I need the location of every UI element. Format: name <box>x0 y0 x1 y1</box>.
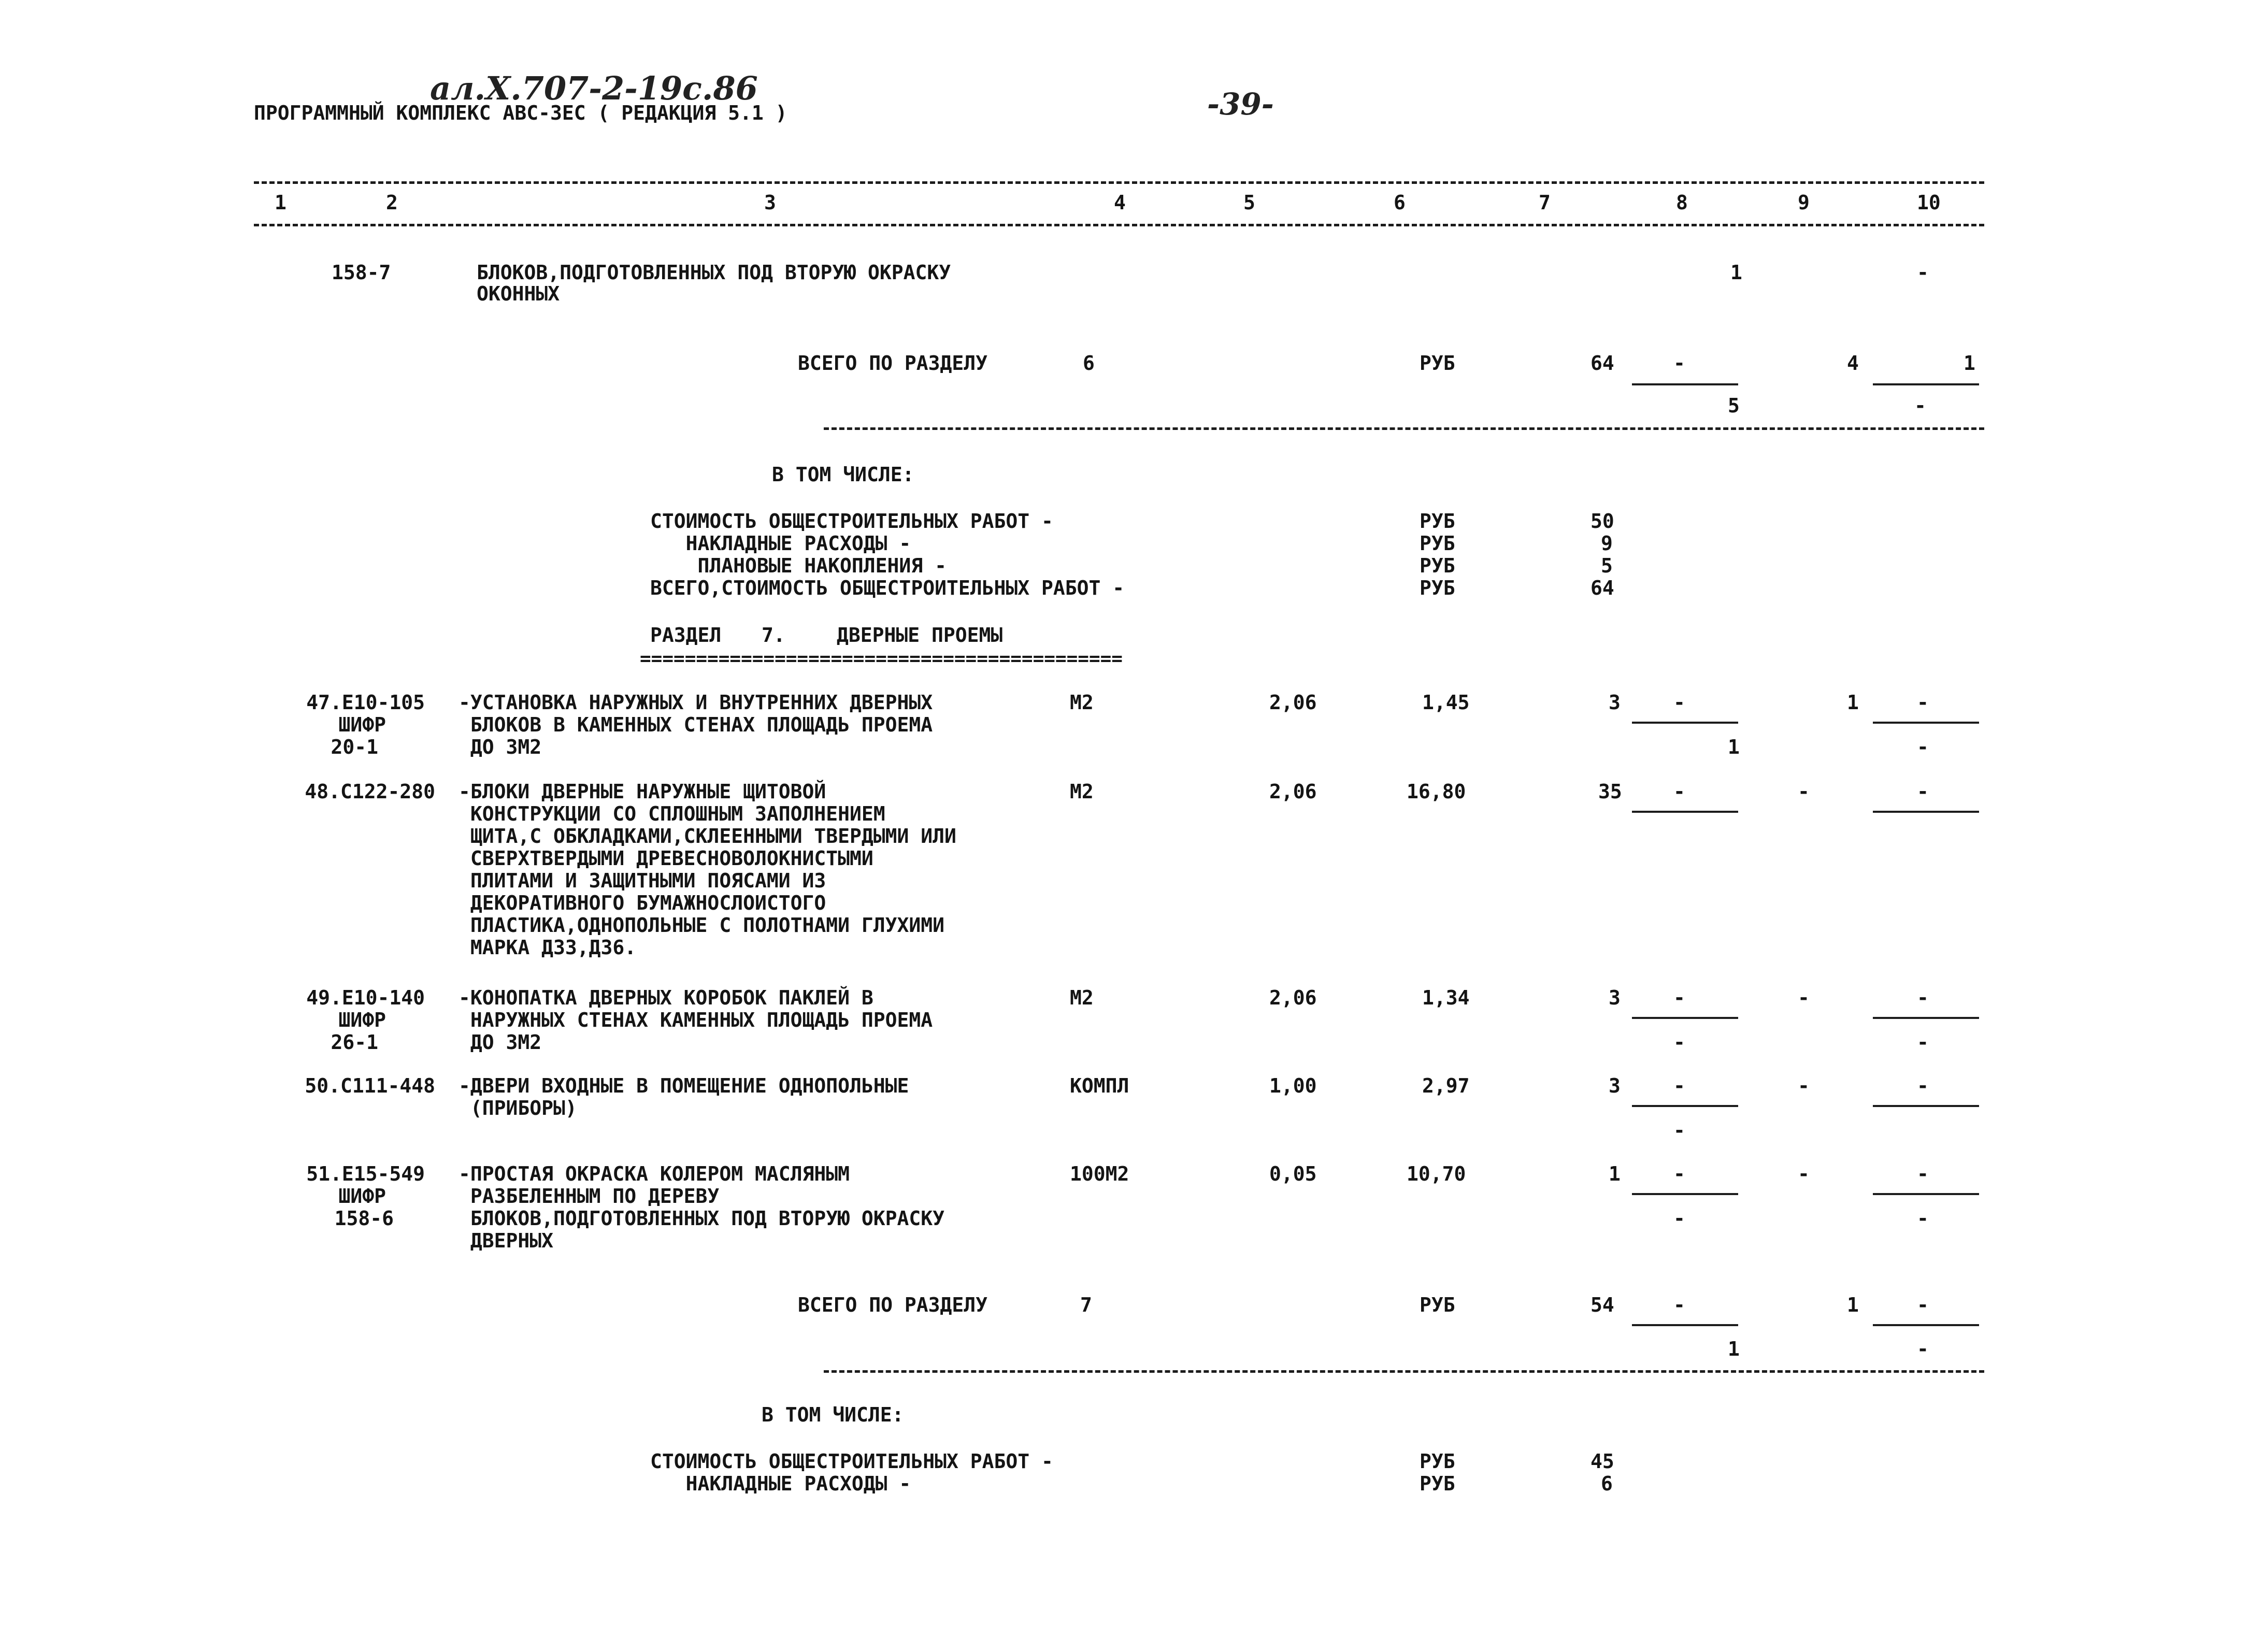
item-c10-top: - <box>1917 691 1929 714</box>
item-text-line: ДВЕРНЫХ <box>458 1229 554 1252</box>
item-code: 51.Е15-549 <box>306 1162 425 1185</box>
item-c7: 3 <box>1609 986 1621 1009</box>
continuation-c10: - <box>1917 261 1929 284</box>
section7-total-unit: РУБ <box>1420 1294 1455 1316</box>
item-c10-fraction-bar <box>1873 1193 1979 1195</box>
section6-c10-fraction-bar <box>1873 383 1979 385</box>
program-line: ПРОГРАММНЫЙ КОМПЛЕКС АВС-3ЕС ( РЕДАКЦИЯ 5.1 ) <box>254 102 787 124</box>
item-code: 47.Е10-105 <box>306 691 425 714</box>
item-text-line: РАЗБЕЛЕННЫМ ПО ДЕРЕВУ <box>458 1185 720 1208</box>
section6-total-c10-top: 1 <box>1964 352 1975 375</box>
section6-total-label: ВСЕГО ПО РАЗДЕЛУ <box>798 352 988 375</box>
item-text-line: -КОНОПАТКА ДВЕРНЫХ КОРОБОК ПАКЛЕЙ В <box>458 986 873 1009</box>
item-text-line: ПЛИТАМИ И ЗАЩИТНЫМИ ПОЯСАМИ ИЗ <box>458 869 826 892</box>
item-c10-top: - <box>1917 986 1929 1009</box>
breakdown-unit: РУБ <box>1420 1472 1455 1495</box>
breakdown-label: НАКЛАДНЫЕ РАСХОДЫ - <box>650 1472 911 1495</box>
item-text-line: -УСТАНОВКА НАРУЖНЫХ И ВНУТРЕННИХ ДВЕРНЫХ <box>458 691 933 714</box>
item-text-line: -ДВЕРИ ВХОДНЫЕ В ПОМЕЩЕНИЕ ОДНОПОЛЬНЫЕ <box>458 1074 909 1097</box>
item-unit: М2 <box>1070 780 1094 803</box>
page-number: -39- <box>1207 87 1274 122</box>
item-c8-fraction-bar <box>1632 722 1738 724</box>
breakdown-value: 50 <box>1590 510 1614 533</box>
breakdown-label: СТОИМОСТЬ ОБЩЕСТРОИТЕЛЬНЫХ РАБОТ - <box>650 510 1053 533</box>
breakdown-label: НАКЛАДНЫЕ РАСХОДЫ - <box>650 532 911 555</box>
section6-c8-fraction-bar <box>1632 383 1738 385</box>
continuation-c8: 1 <box>1730 261 1742 284</box>
section7-label: РАЗДЕЛ <box>650 624 722 647</box>
breakdown-unit: РУБ <box>1420 1450 1455 1473</box>
item-c9: - <box>1798 986 1810 1009</box>
item-c9: - <box>1798 1162 1810 1185</box>
section7-total-c10-bottom: - <box>1917 1338 1929 1360</box>
item-quantity: 1,00 <box>1269 1074 1317 1097</box>
item-text-line: -ПРОСТАЯ ОКРАСКА КОЛЕРОМ МАСЛЯНЫМ <box>458 1162 850 1185</box>
item-cipher-label: ШИФР <box>338 1185 386 1208</box>
column-header-1: 1 <box>275 191 286 214</box>
section7-c8-fraction-bar <box>1632 1324 1738 1326</box>
item-c10-top: - <box>1917 1074 1929 1097</box>
item-c8-bottom: - <box>1673 1119 1685 1142</box>
breakdown-value: 9 <box>1601 532 1613 555</box>
item-cipher-label: ШИФР <box>338 713 386 736</box>
item-c8-bottom: - <box>1673 1207 1685 1230</box>
item-price: 2,97 <box>1422 1074 1470 1097</box>
item-c8-fraction-bar <box>1632 1105 1738 1107</box>
item-c8-top: - <box>1673 1162 1685 1185</box>
item-text-line: ЩИТА,С ОБКЛАДКАМИ,СКЛЕЕННЫМИ ТВЕРДЫМИ ИЛИ <box>458 825 956 847</box>
item-text-line: ДО 3М2 <box>458 736 542 758</box>
section6-breakdown-title: В ТОМ ЧИСЛЕ: <box>772 463 914 486</box>
breakdown-unit: РУБ <box>1420 577 1455 599</box>
continuation-text-line: ОКОННЫХ <box>477 282 560 305</box>
item-c8-bottom: 1 <box>1728 736 1740 758</box>
continuation-text-line: БЛОКОВ,ПОДГОТОВЛЕННЫХ ПОД ВТОРУЮ ОКРАСКУ <box>477 261 951 284</box>
item-quantity: 0,05 <box>1269 1162 1317 1185</box>
item-code: 50.С111-448 <box>305 1074 435 1097</box>
breakdown-unit: РУБ <box>1420 554 1455 577</box>
header-bottom-rule <box>254 224 1984 226</box>
item-price: 16,80 <box>1407 780 1466 803</box>
item-cipher-number: 158-6 <box>334 1207 394 1230</box>
item-cipher-number: 20-1 <box>331 736 378 758</box>
item-quantity: 2,06 <box>1269 691 1317 714</box>
section7-total-rule <box>824 1370 1984 1373</box>
column-header-2: 2 <box>386 191 398 214</box>
section6-total-c9: 4 <box>1847 352 1859 375</box>
item-c7: 1 <box>1609 1162 1621 1185</box>
section7-breakdown-title: В ТОМ ЧИСЛЕ: <box>762 1403 904 1426</box>
item-c8-top: - <box>1673 780 1685 803</box>
section7-total-c8-top: - <box>1673 1294 1685 1316</box>
breakdown-unit: РУБ <box>1420 532 1455 555</box>
item-price: 1,45 <box>1422 691 1470 714</box>
column-header-5: 5 <box>1243 191 1255 214</box>
section7-double-underline: =========================================== <box>640 648 1123 669</box>
section6-total-rule <box>824 427 1984 430</box>
item-c10-bottom: - <box>1917 1207 1929 1230</box>
item-cipher-number: 26-1 <box>331 1031 378 1054</box>
continuation-code: 158-7 <box>332 261 391 284</box>
section7-total-c9: 1 <box>1847 1294 1859 1316</box>
breakdown-label: СТОИМОСТЬ ОБЩЕСТРОИТЕЛЬНЫХ РАБОТ - <box>650 1450 1053 1473</box>
item-text-line: (ПРИБОРЫ) <box>458 1097 577 1119</box>
breakdown-unit: РУБ <box>1420 510 1455 533</box>
section6-total-number: 6 <box>1083 352 1095 375</box>
item-c10-fraction-bar <box>1873 722 1979 724</box>
item-text-line: -БЛОКИ ДВЕРНЫЕ НАРУЖНЫЕ ЩИТОВОЙ <box>458 780 826 803</box>
item-c7: 3 <box>1609 691 1621 714</box>
item-c10-top: - <box>1917 1162 1929 1185</box>
item-unit: КОМПЛ <box>1070 1074 1129 1097</box>
breakdown-label: ВСЕГО,СТОИМОСТЬ ОБЩЕСТРОИТЕЛЬНЫХ РАБОТ - <box>650 577 1125 599</box>
item-text-line: СВЕРХТВЕРДЫМИ ДРЕВЕСНОВОЛОКНИСТЫМИ <box>458 847 873 870</box>
item-c9: - <box>1798 1074 1810 1097</box>
item-text-line: КОНСТРУКЦИИ СО СПЛОШНЫМ ЗАПОЛНЕНИЕМ <box>458 802 885 825</box>
column-header-8: 8 <box>1676 191 1688 214</box>
item-unit: М2 <box>1070 986 1094 1009</box>
item-c8-top: - <box>1673 691 1685 714</box>
item-unit: 100М2 <box>1070 1162 1129 1185</box>
item-c8-top: - <box>1673 1074 1685 1097</box>
column-header-4: 4 <box>1114 191 1126 214</box>
breakdown-value: 64 <box>1590 577 1614 599</box>
item-c10-bottom: - <box>1917 1031 1929 1054</box>
column-header-7: 7 <box>1539 191 1551 214</box>
column-header-3: 3 <box>764 191 776 214</box>
breakdown-value: 5 <box>1601 554 1613 577</box>
column-header-9: 9 <box>1798 191 1810 214</box>
section6-total-c8-top: - <box>1673 352 1685 375</box>
section7-c10-fraction-bar <box>1873 1324 1979 1326</box>
item-c8-fraction-bar <box>1632 1193 1738 1195</box>
item-unit: М2 <box>1070 691 1094 714</box>
item-text-line: ДЕКОРАТИВНОГО БУМАЖНОСЛОИСТОГО <box>458 892 826 914</box>
item-text-line: БЛОКОВ,ПОДГОТОВЛЕННЫХ ПОД ВТОРУЮ ОКРАСКУ <box>458 1207 944 1230</box>
item-c7: 3 <box>1609 1074 1621 1097</box>
item-text-line: МАРКА ДЗ3,ДЗ6. <box>458 936 637 959</box>
breakdown-label: ПЛАНОВЫЕ НАКОПЛЕНИЯ - <box>650 554 947 577</box>
item-price: 1,34 <box>1422 986 1470 1009</box>
item-c10-fraction-bar <box>1873 1105 1979 1107</box>
handwritten-document-code: ал.Х.707-2-19с.86 <box>430 69 758 107</box>
column-header-10: 10 <box>1917 191 1941 214</box>
breakdown-value: 45 <box>1590 1450 1614 1473</box>
table-top-rule <box>254 181 1984 184</box>
item-c9: - <box>1798 780 1810 803</box>
item-c8-fraction-bar <box>1632 1017 1738 1019</box>
section7-total-c10-top: - <box>1917 1294 1929 1316</box>
section7-title: ДВЕРНЫЕ ПРОЕМЫ <box>837 624 1003 647</box>
item-code: 48.С122-280 <box>305 780 435 803</box>
item-c8-bottom: - <box>1673 1031 1685 1054</box>
item-code: 49.Е10-140 <box>306 986 425 1009</box>
item-c10-fraction-bar <box>1873 1017 1979 1019</box>
section7-total-c8-bottom: 1 <box>1728 1338 1740 1360</box>
section7-total-number: 7 <box>1080 1294 1092 1316</box>
item-price: 10,70 <box>1407 1162 1466 1185</box>
section7-total-label: ВСЕГО ПО РАЗДЕЛУ <box>798 1294 988 1316</box>
section6-total-c8-bottom: 5 <box>1728 394 1740 417</box>
item-text-line: ПЛАСТИКА,ОДНОПОЛЬНЫЕ С ПОЛОТНАМИ ГЛУХИМИ <box>458 914 944 937</box>
item-text-line: БЛОКОВ В КАМЕННЫХ СТЕНАХ ПЛОЩАДЬ ПРОЕМА <box>458 713 933 736</box>
column-header-6: 6 <box>1394 191 1406 214</box>
item-cipher-label: ШИФР <box>338 1009 386 1031</box>
item-text-line: НАРУЖНЫХ СТЕНАХ КАМЕННЫХ ПЛОЩАДЬ ПРОЕМА <box>458 1009 933 1031</box>
section7-total-c7: 54 <box>1590 1294 1614 1316</box>
item-quantity: 2,06 <box>1269 780 1317 803</box>
item-text-line: ДО 3М2 <box>458 1031 542 1054</box>
item-c7: 35 <box>1598 780 1622 803</box>
section6-total-c7: 64 <box>1590 352 1614 375</box>
item-c10-top: - <box>1917 780 1929 803</box>
item-c8-top: - <box>1673 986 1685 1009</box>
item-c9: 1 <box>1847 691 1859 714</box>
section7-number: 7. <box>762 624 785 647</box>
item-c10-bottom: - <box>1917 736 1929 758</box>
item-c8-fraction-bar <box>1632 811 1738 813</box>
item-c10-fraction-bar <box>1873 811 1979 813</box>
section6-total-unit: РУБ <box>1420 352 1455 375</box>
breakdown-value: 6 <box>1601 1472 1613 1495</box>
item-quantity: 2,06 <box>1269 986 1317 1009</box>
section6-total-c10-bottom: - <box>1914 394 1926 417</box>
